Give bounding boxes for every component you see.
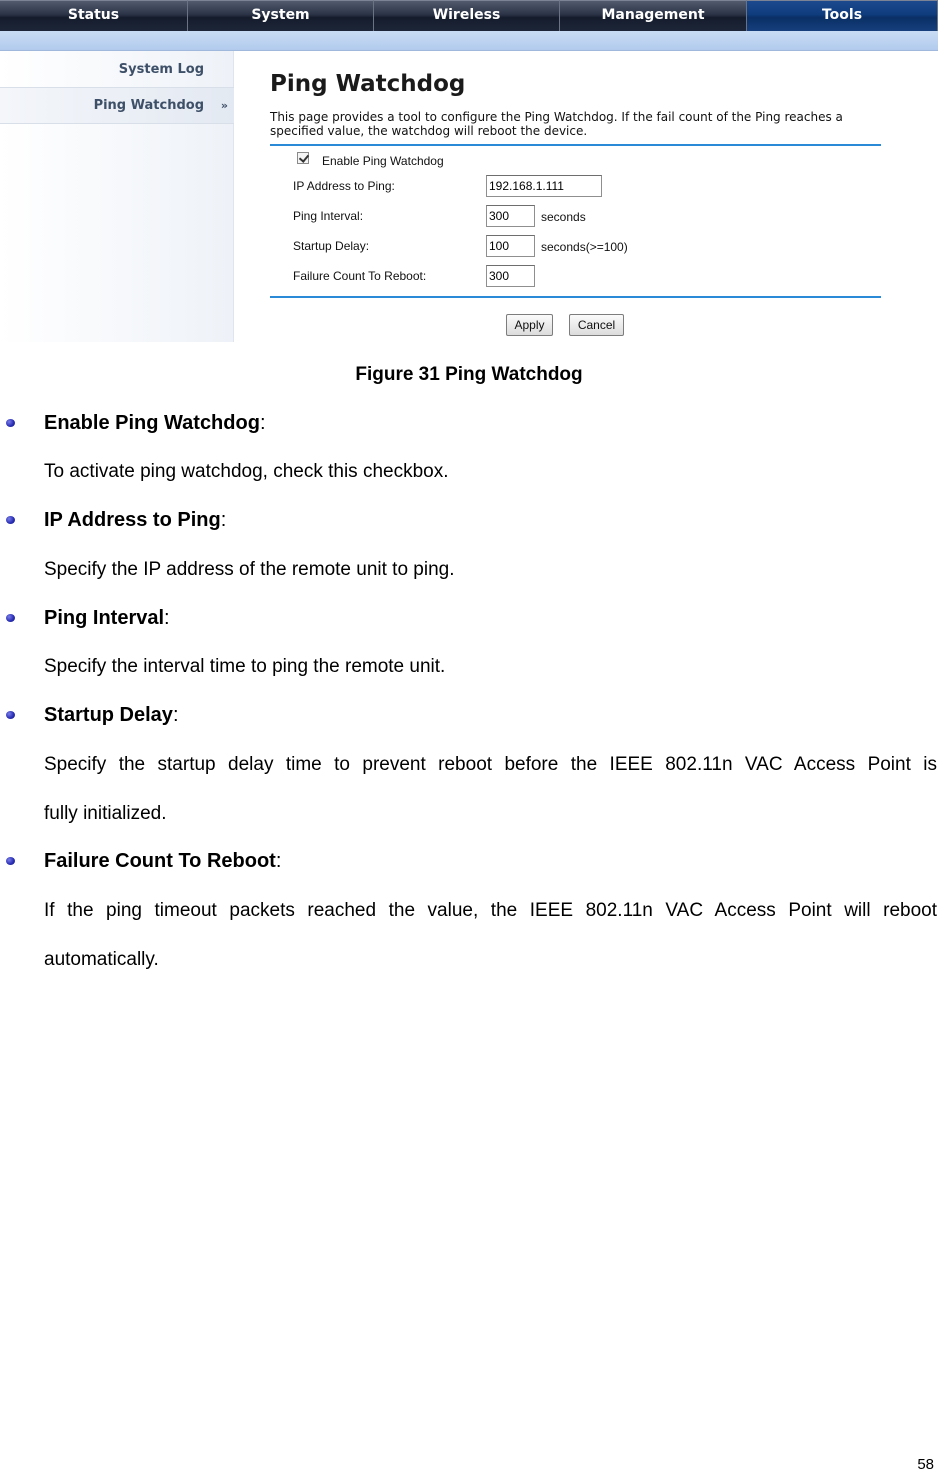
startup-delay-input[interactable]: 100: [486, 235, 535, 257]
term-label: Failure Count To Reboot: [44, 850, 276, 872]
ping-watchdog-screenshot: [0, 0, 938, 342]
page-number: 58: [917, 1456, 934, 1473]
tab-system[interactable]: System: [188, 0, 374, 31]
term-ping-interval: Ping Interval:: [44, 607, 170, 629]
desc-ping-interval: Specify the interval time to ping the remote unit.: [44, 656, 446, 677]
desc-enable-ping-watchdog: To activate ping watchdog, check this checkbox.: [44, 461, 449, 482]
figure-caption: Figure 31 Ping Watchdog: [355, 364, 583, 385]
sidebar: [0, 51, 234, 342]
sidebar-item-system-log[interactable]: System Log: [0, 52, 234, 88]
ip-address-label: IP Address to Ping:: [293, 179, 395, 193]
desc-startup-delay-line2: fully initialized.: [44, 803, 167, 824]
term-label: Enable Ping Watchdog: [44, 412, 260, 434]
tab-wireless[interactable]: Wireless: [374, 0, 560, 31]
term-label: IP Address to Ping: [44, 509, 221, 531]
divider-top: [270, 144, 881, 146]
ping-interval-unit: seconds: [541, 210, 586, 224]
desc-failure-count-line1: If the ping timeout packets reached the value, the IEEE 802.11n VAC Access Point will reboot: [44, 900, 937, 921]
startup-delay-label: Startup Delay:: [293, 239, 370, 253]
bullet-icon: [6, 614, 15, 622]
content-panel: [270, 51, 882, 342]
top-navigation: [0, 0, 938, 31]
divider-bottom: [270, 296, 881, 298]
tab-status[interactable]: Status: [0, 0, 188, 31]
term-startup-delay: Startup Delay:: [44, 704, 179, 726]
enable-ping-watchdog-checkbox[interactable]: [297, 152, 309, 164]
term-enable-ping-watchdog: Enable Ping Watchdog:: [44, 412, 266, 434]
ping-interval-label: Ping Interval:: [293, 209, 364, 223]
term-failure-count: Failure Count To Reboot:: [44, 850, 282, 872]
page-description-line2: specified value, the watchdog will reboot the device.: [270, 124, 588, 138]
bullet-icon: [6, 711, 15, 719]
page-title: Ping Watchdog: [270, 71, 466, 97]
desc-failure-count-line2: automatically.: [44, 949, 159, 970]
page-description: [270, 110, 882, 138]
apply-button[interactable]: Apply: [506, 314, 553, 336]
term-ip-address: IP Address to Ping:: [44, 509, 227, 531]
enable-ping-watchdog-label: Enable Ping Watchdog: [322, 154, 444, 168]
bullet-icon: [6, 419, 15, 427]
ip-address-input[interactable]: 192.168.1.111: [486, 175, 602, 197]
term-label: Startup Delay: [44, 704, 173, 726]
double-chevron-right-icon: »: [220, 99, 228, 112]
tab-management[interactable]: Management: [560, 0, 747, 31]
ping-interval-input[interactable]: 300: [486, 205, 535, 227]
bullet-icon: [6, 516, 15, 524]
sidebar-item-label: Ping Watchdog: [93, 98, 204, 113]
term-label: Ping Interval: [44, 607, 165, 629]
bullet-icon: [6, 857, 15, 865]
failure-count-label: Failure Count To Reboot:: [293, 269, 427, 283]
desc-ip-address: Specify the IP address of the remote unit to ping.: [44, 559, 455, 580]
sidebar-item-ping-watchdog[interactable]: [0, 88, 234, 124]
tab-tools[interactable]: Tools: [747, 0, 938, 31]
failure-count-input[interactable]: 300: [486, 265, 535, 287]
cancel-button[interactable]: Cancel: [569, 314, 624, 336]
page-description-line1: This page provides a tool to configure the Ping Watchdog. If the fail count of the Ping reaches a: [270, 110, 843, 124]
sub-navigation-bar: [0, 31, 938, 51]
desc-startup-delay-line1: Specify the startup delay time to prevent reboot before the IEEE 802.11n VAC Access Point is: [44, 754, 937, 775]
startup-delay-unit: seconds(>=100): [541, 240, 628, 254]
